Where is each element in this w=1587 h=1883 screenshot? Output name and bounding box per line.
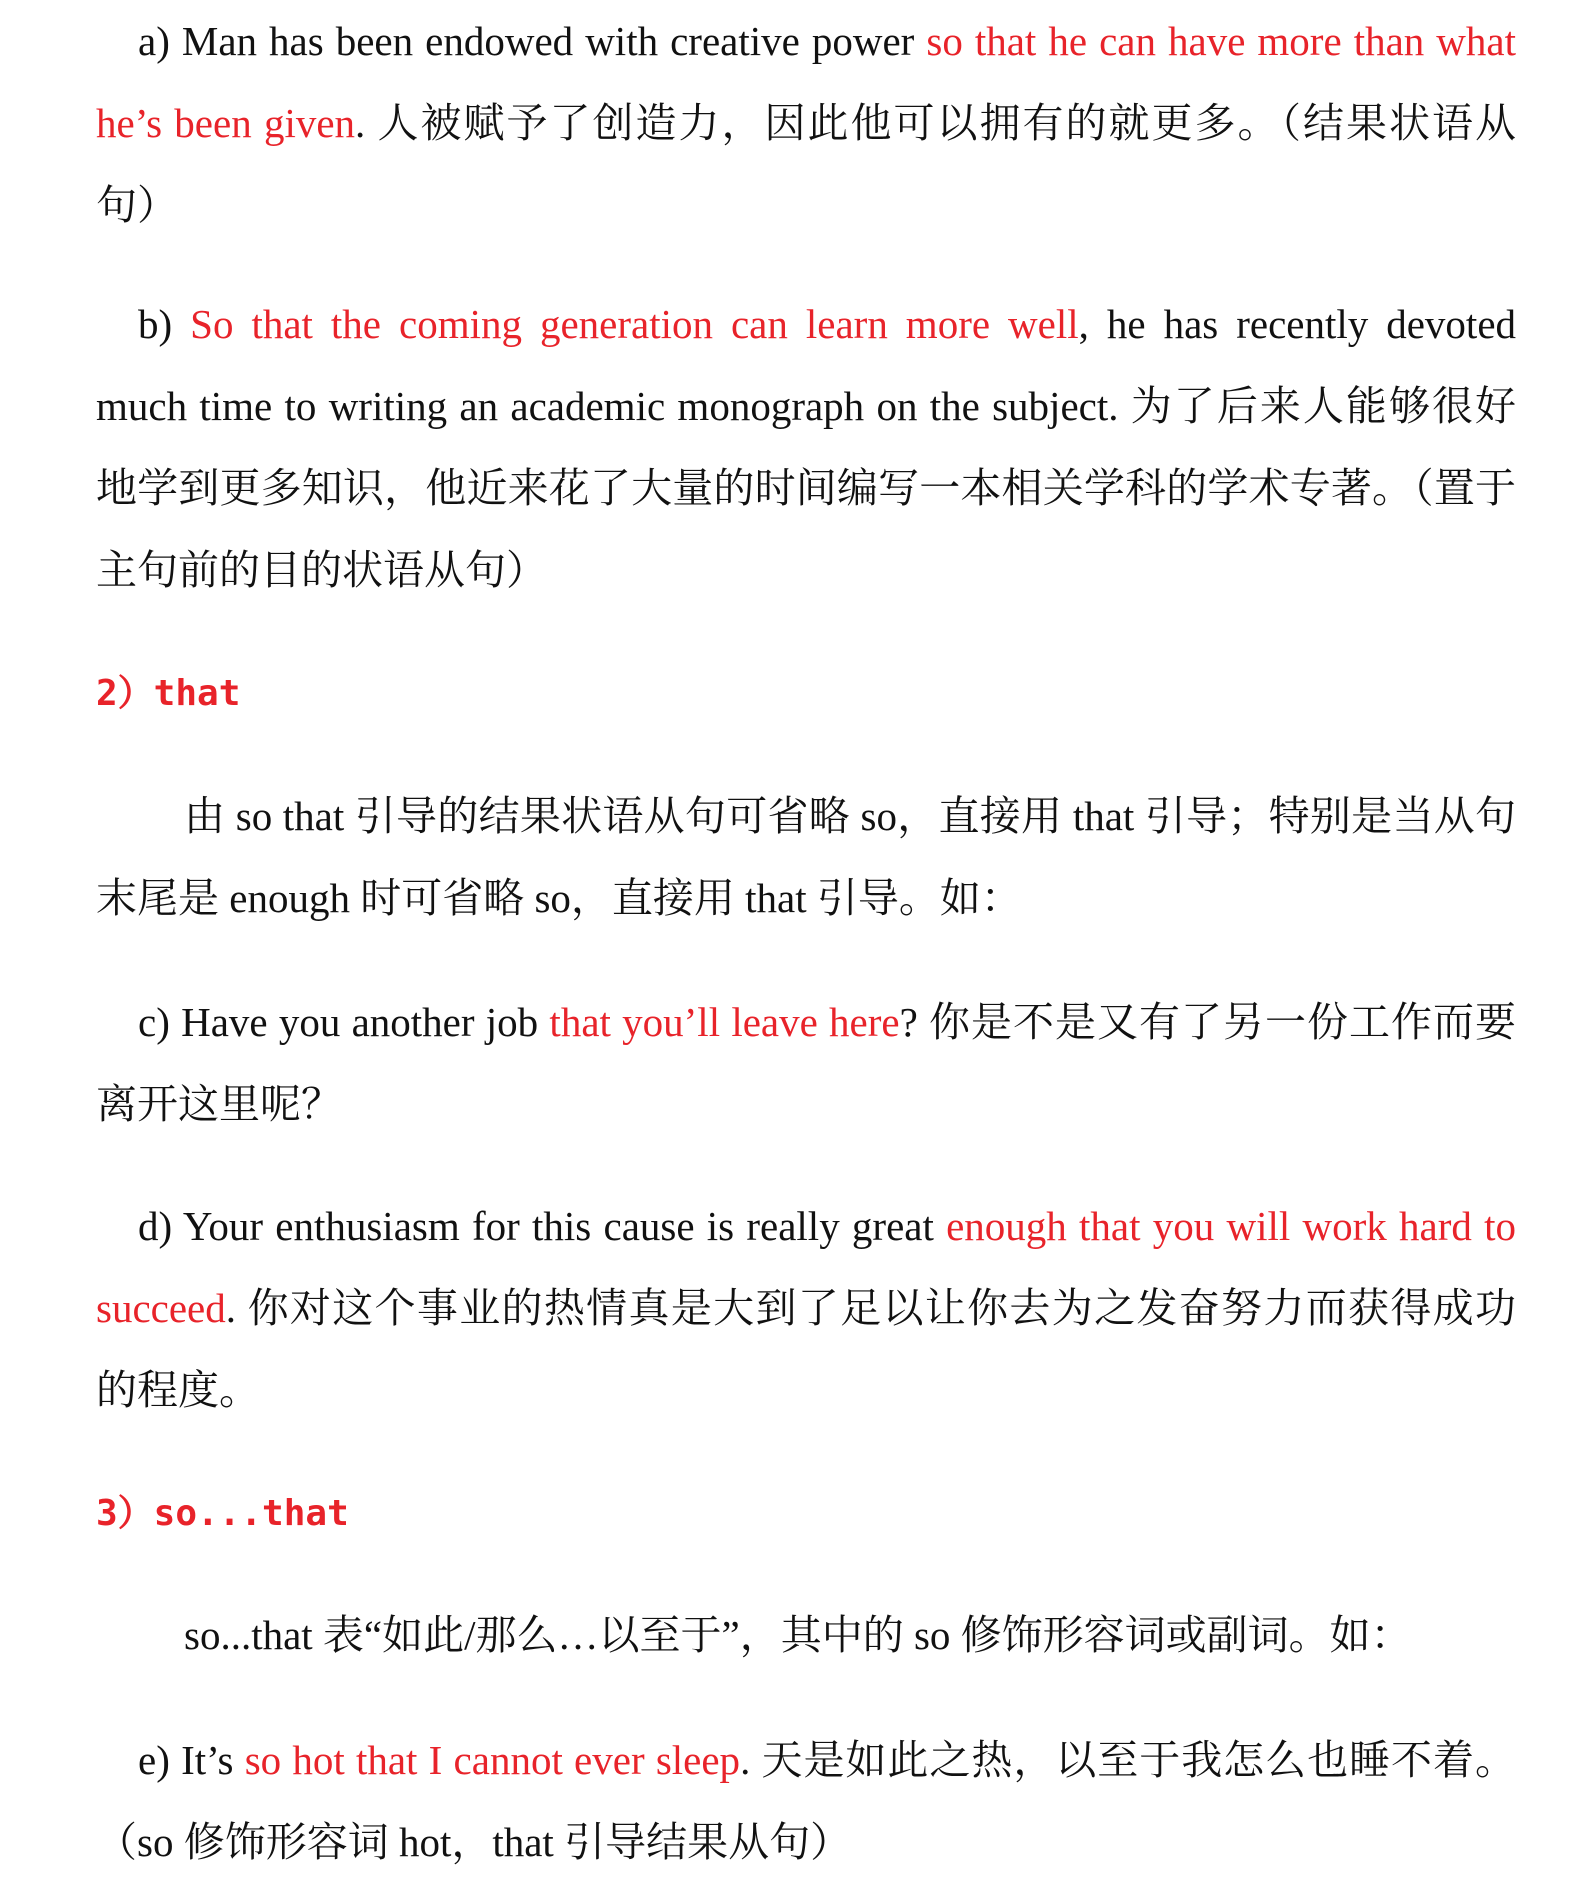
example-b-highlight: So that the coming generation can learn more well xyxy=(190,301,1079,347)
example-e-translation: . 天是如此之热，以至于我怎么也睡不着。（so 修饰形容词 hot，that 引导结果从句） xyxy=(96,1737,1516,1865)
example-d-highlight: enough that you will work hard to succeed xyxy=(96,1203,1516,1331)
example-a-translation: . 人被赋予了创造力，因此他可以拥有的就更多。（结果状语从句） xyxy=(96,100,1516,228)
example-a-text: a) Man has been endowed with creative power xyxy=(138,18,927,64)
example-a xyxy=(96,0,1516,246)
example-b-translation: , he has recently devoted much time to writing an academic monograph on the subject. 为了后来人能够很好地学到更多知识，他近来花了大量的时间编写一本相关学科的学术专著。（置于主句前的目的状语从句） xyxy=(96,301,1517,593)
example-c-text: c) Have you another job xyxy=(138,999,550,1045)
example-d-text: d) Your enthusiasm for this cause is really great xyxy=(138,1203,947,1249)
note-that: 由 so that 引导的结果状语从句可省略 so，直接用 that 引导；特别是当从句末尾是 enough 时可省略 so，直接用 that 引导。如： xyxy=(96,793,1516,921)
example-b xyxy=(96,283,1516,611)
example-e-highlight: so hot that I cannot ever sleep xyxy=(244,1737,741,1783)
example-e xyxy=(96,1719,1516,1883)
example-d-translation: . 你对这个事业的热情真是大到了足以让你去为之发奋努力而获得成功的程度。 xyxy=(96,1285,1516,1413)
example-c xyxy=(96,981,1516,1145)
example-c-translation: ? 你是不是又有了另一份工作而要离开这里呢？ xyxy=(96,999,1516,1127)
example-a-highlight: so that he can have more than what he’s been given xyxy=(96,18,1517,146)
note-so-that: so...that 表“如此/那么…以至于”，其中的 so 修饰形容词或副词。如： xyxy=(184,1612,1412,1658)
section-heading-so-that: 3）so...that xyxy=(96,1493,349,1534)
example-b-text: b) xyxy=(138,301,191,347)
example-e-text: e) It’s xyxy=(138,1737,245,1783)
example-d xyxy=(96,1185,1516,1431)
section-heading-that: 2）that xyxy=(96,673,241,714)
example-c-highlight: that you’ll leave here xyxy=(549,999,900,1045)
